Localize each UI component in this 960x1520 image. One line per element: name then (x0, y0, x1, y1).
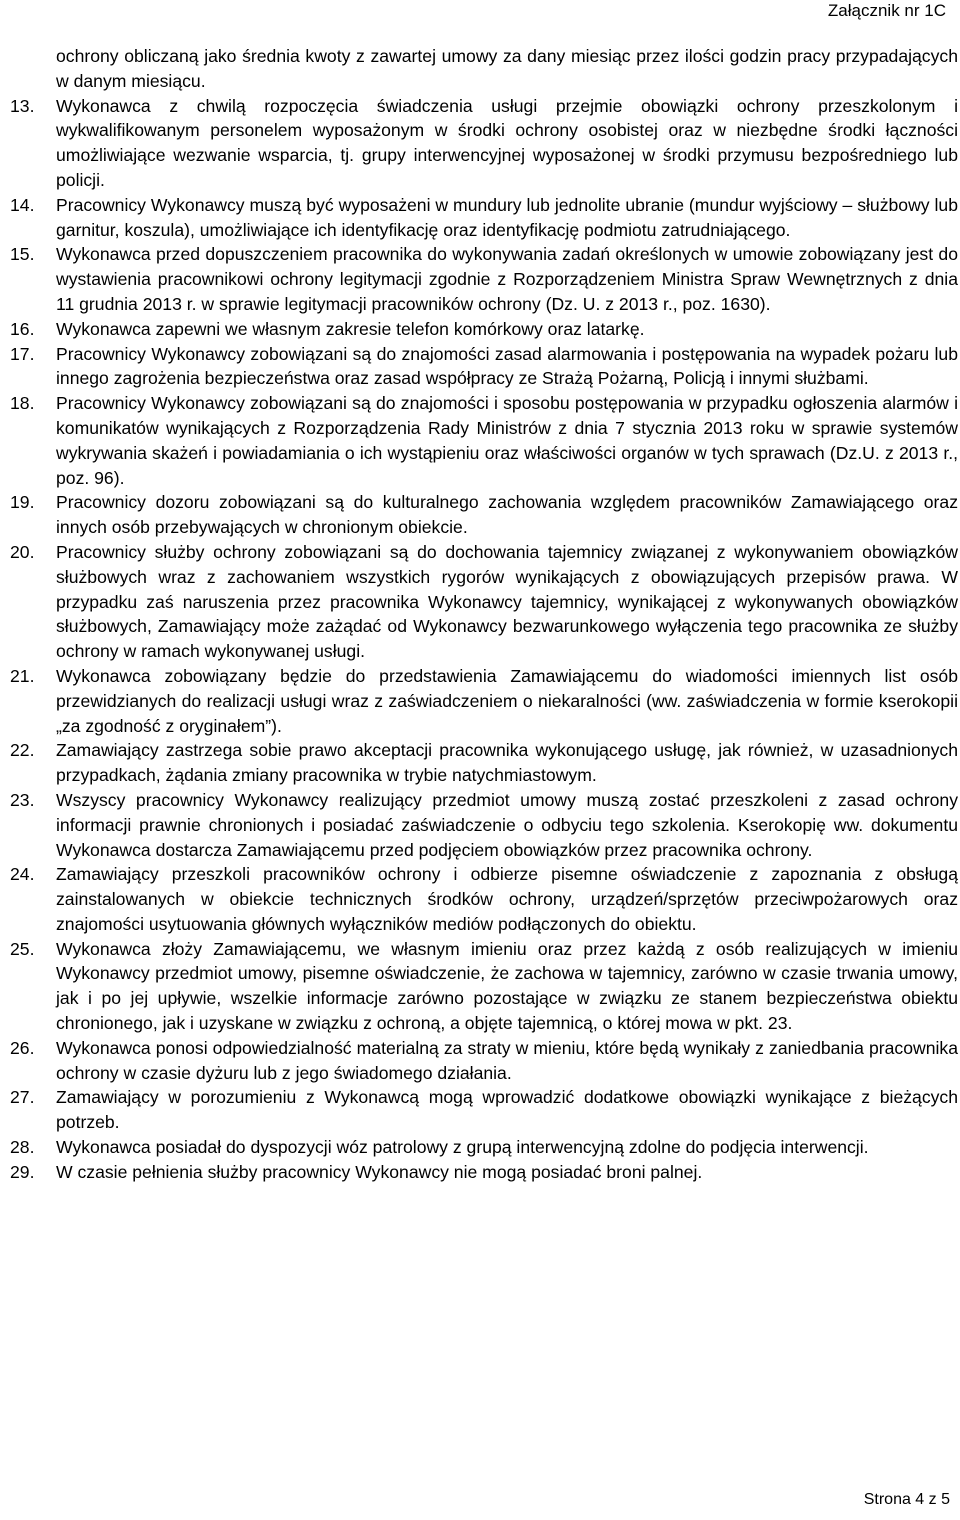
list-item-text: Zamawiający przeszkoli pracowników ochrony i odbierze pisemne oświadczenie z zapoznania z obsługą zainstalowanych w obiekcie technicznych środków ochrony, urządzeń/sprzętów przeciwpożarowych oraz znajomości usytuowania głównych wyłączników mediów podłączonych do obiektu. (56, 864, 958, 934)
list-item-text: Wykonawca ponosi odpowiedzialność materialną za straty w mieniu, które będą wynikały z zaniedbania pracownika ochrony w czasie dyżuru lub z jego świadomego działania. (56, 1037, 958, 1083)
list-item (10, 490, 958, 540)
list-item-number: 29. (10, 1161, 35, 1182)
list-item (10, 1085, 958, 1135)
list-item-number: 22. (10, 740, 35, 761)
list-item-number: 16. (10, 318, 35, 339)
list-item (10, 862, 958, 936)
list-item-number: 28. (10, 1137, 35, 1158)
list-item (10, 94, 958, 193)
list-item-text: Wykonawca złoży Zamawiającemu, we własnym imieniu oraz przez każdą z osób realizujących w imieniu Wykonawcy przedmiot umowy, pisemne oświadczenie, że zachowa w tajemnicy, zarówno w czasie trwania umowy, jak i po jej upływie, wszelkie informacje zarówno pozostające w związku ze stanem bezpieczeństwa obiektu chronionego, jak i uzyskane w związku z ochroną, a objęte tajemnicą, o której mowa w pkt. 23. (56, 938, 958, 1034)
list-item-text: Pracownicy Wykonawcy zobowiązani są do znajomości i sposobu postępowania w przypadku ogłoszenia alarmów i komunikatów wynikających z Rozporządzenia Rady Ministrów z dnia 7 stycznia 2013 roku w sprawie systemów wykrywania skażeń i powiadamiania o ich wystąpieniu oraz właściwości organów w tych sprawach (Dz.U. z 2013 r., poz. 96). (56, 393, 958, 488)
list-item (10, 1036, 958, 1086)
list-item-text: Pracownicy Wykonawcy muszą być wyposażeni w mundury lub jednolite ubranie (mundur wyjściowy – służbowy lub garnitur, koszula), umożliwiające ich identyfikację oraz identyfikację podmiotu zatrudniającego. (56, 194, 958, 240)
list-item-number: 19. (10, 492, 35, 513)
list-item-text: Wykonawca przed dopuszczeniem pracownika do wykonywania zadań określonych w umowie zobowiązany jest do wystawienia pracownikowi ochrony legitymacji zgodnie z Rozporządzeniem Ministra Spraw Wewnętrznych z dnia 11 grudnia 2013 r. w sprawie legitymacji pracowników ochrony (Dz. U. z 2013 r., poz. 1630). (56, 244, 958, 314)
list-item (10, 1160, 958, 1185)
list-item-text: Wszyscy pracownicy Wykonawcy realizujący przedmiot umowy muszą zostać przeszkoleni z zasad ochrony informacji prawnie chronionych i posiadać zaświadczenie o odbyciu tego szkolenia. Kserokopię ww. dokumentu Wykonawca dostarcza Zamawiającemu przed podjęciem obowiązków przez pracownika ochrony. (56, 789, 958, 860)
list-item-text: Wykonawca posiadał do dyspozycji wóz patrolowy z grupą interwencyjną zdolne do podjęcia interwencji. (56, 1137, 869, 1158)
list-item-number: 21. (10, 665, 35, 686)
list-item (10, 317, 958, 342)
list-item-text: Zamawiający w porozumieniu z Wykonawcą mogą wprowadzić dodatkowe obowiązki wynikające z bieżących potrzeb. (56, 1087, 958, 1133)
attachment-header: Załącznik nr 1C (827, 1, 946, 20)
list-item-text: Pracownicy służby ochrony zobowiązani są do dochowania tajemnicy związanej z wykonywaniem obowiązków służbowych wraz z zachowaniem wszystkich rygorów wynikających z obowiązujących przepisów prawa. W przypadku zaś naruszenia przez pracownika Wykonawcy tajemnicy, wynikającej z wykonywanych obowiązków służbowych, Zamawiający może zażądać od Wykonawcy bezwarunkowego wyłączenia tego pracownika ze służby ochrony w ramach wykonywanej usługi. (56, 541, 958, 662)
list-item-number: 14. (10, 194, 35, 215)
list-item-number: 15. (10, 244, 35, 265)
list-item-text: Wykonawca zobowiązany będzie do przedstawienia Zamawiającemu do wiadomości imiennych list osób przewidzianych do realizacji usługi wraz z zaświadczeniem o niekaralności (ww. zaświadczenia w formie kserokopii „za zgodność z oryginałem”). (56, 665, 958, 736)
intro-paragraph: ochrony obliczaną jako średnia kwoty z zawartej umowy za dany miesiąc przez ilości godzin pracy przypadających w danym miesiącu. (56, 46, 958, 91)
list-item-number: 13. (10, 95, 35, 116)
document-body (10, 44, 958, 1185)
list-item-text: Wykonawca zapewni we własnym zakresie telefon komórkowy oraz latarkę. (56, 318, 645, 339)
list-item (10, 738, 958, 788)
list-item-text: Zamawiający zastrzega sobie prawo akceptacji pracownika wykonującego usługę, jak również, w uzasadnionych przypadkach, żądania zmiany pracownika w trybie natychmiastowym. (56, 740, 958, 786)
list-item-text: Wykonawca z chwilą rozpoczęcia świadczenia usługi przejmie obowiązki ochrony przeszkolonym i wykwalifikowanym personelem wyposażonym w środki ochrony osobistej oraz w niezbędne środki łączności umożliwiające wezwanie wsparcia, tj. grupy interwencyjnej wyposażonej w środki przymusu bezpośredniego lub policji. (56, 95, 958, 190)
list-item-text: Pracownicy dozoru zobowiązani są do kulturalnego zachowania względem pracowników Zamawiającego oraz innych osób przebywających w chronionym obiekcie. (56, 492, 958, 538)
list-item-number: 27. (10, 1087, 35, 1108)
list-item (10, 342, 958, 392)
list-item (10, 193, 958, 243)
list-item (10, 391, 958, 490)
list-item-number: 26. (10, 1037, 35, 1058)
list-item (10, 242, 958, 316)
list-item (10, 540, 958, 664)
list-item-number: 25. (10, 938, 35, 959)
list-item-number: 23. (10, 789, 35, 810)
page-number: Strona 4 z 5 (863, 1491, 950, 1508)
list-item (10, 664, 958, 738)
list-item-number: 18. (10, 393, 35, 414)
list-item-number: 24. (10, 864, 35, 885)
list-item-number: 20. (10, 541, 35, 562)
numbered-list (10, 94, 958, 1185)
list-item-text: W czasie pełnienia służby pracownicy Wykonawcy nie mogą posiadać broni palnej. (56, 1161, 703, 1182)
list-item (10, 788, 958, 862)
list-item (10, 937, 958, 1036)
list-item (10, 1135, 958, 1160)
list-item-text: Pracownicy Wykonawcy zobowiązani są do znajomości zasad alarmowania i postępowania na wypadek pożaru lub innego zagrożenia bezpieczeństwa oraz zasad współpracy ze Strażą Pożarną, Policją i innymi służbami. (56, 343, 958, 389)
list-item-number: 17. (10, 343, 35, 364)
